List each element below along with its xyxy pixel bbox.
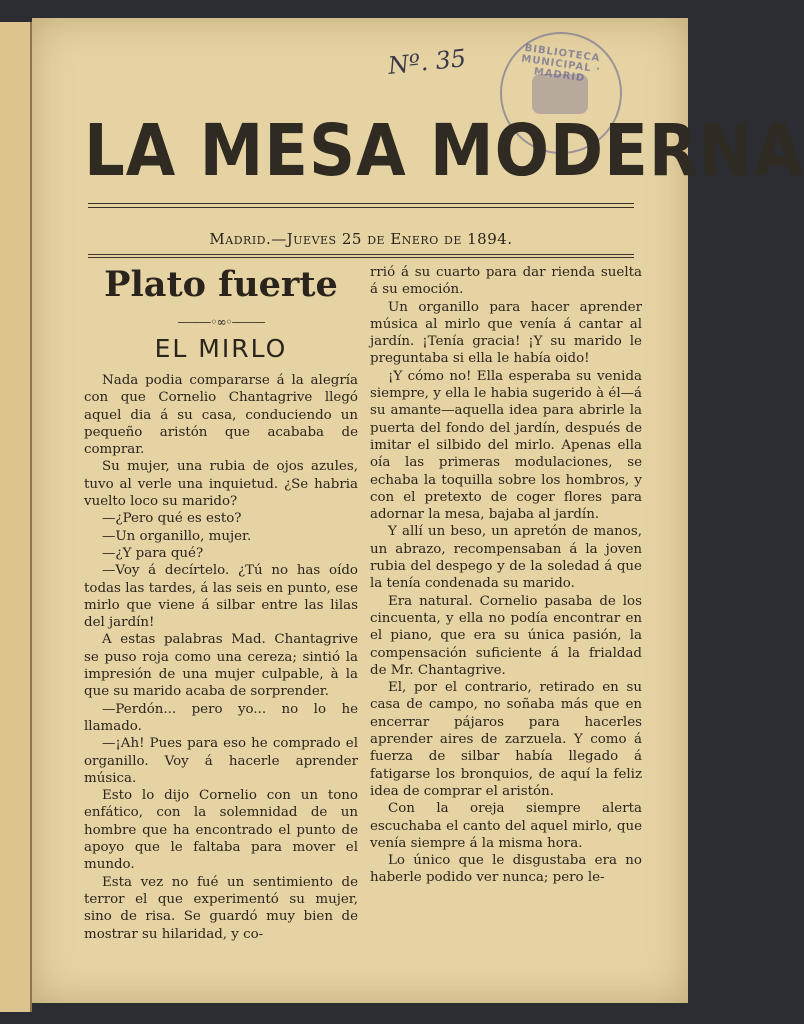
stamp-emblem-icon — [532, 74, 588, 114]
paragraph: ¡Y cómo no! Ella esperaba su venida siempre, y ella le habia sugerido à él—á su amante—aquella idea para abrirle la puerta del fondo del jardín, después de imitar el silbido del mirlo. Apenas ella oía las primeras modulaciones, se echaba la toquilla sobre los hombros, y con el pretexto de coger flores para adornar la mesa, bajaba al jardín. — [370, 368, 642, 523]
paragraph: —Voy á decírtelo. ¿Tú no has oído todas las tardes, á las seis en punto, ese mirlo que viene á silbar entre las lilas del jardín! — [84, 563, 358, 631]
paragraph: rrió á su cuarto para dar rienda suelta á su emoción. — [370, 265, 642, 298]
paragraph: Nada podia compararse á la alegría con que Cornelio Chantagrive llegó aquel dia á su casa, conduciendo un pequeño aristón que acababa de comprar. — [84, 373, 358, 458]
masthead-rule-bottom — [88, 207, 634, 208]
paragraph: —¿Y para qué? — [102, 545, 204, 561]
paragraph: Con la oreja siempre alerta escuchaba el canto del aquel mirlo, que venía siempre á la misma hora. — [370, 801, 642, 851]
newspaper-page — [32, 18, 804, 1003]
masthead: LA MESA MODERNA — [84, 110, 804, 193]
paragraph: Esto lo dijo Cornelio con un tono enfático, con la solemnidad de un hombre que ha encontrado el punto de apoyo que le faltaba para mover el mundo. — [84, 788, 358, 873]
paragraph: Lo único que le disgustaba era no haberle podido ver nunca; pero le- — [370, 853, 642, 886]
paragraph: —¿Pero qué es esto? — [102, 511, 242, 527]
title-ornament: ———◦∞◦——— — [177, 315, 265, 329]
article-subtitle: EL MIRLO — [154, 334, 288, 363]
paragraph: —¡Ah! Pues para eso he comprado el organillo. Voy á hacerle aprender música. — [84, 736, 358, 786]
masthead-rule-top — [88, 203, 634, 204]
paragraph: El, por el contrario, retirado en su casa de campo, no soñaba más que en encerrar pájaros para hacerles aprender aires de zarzuela. Y como á fuerza de silbar había llegado á fatigarse los bronquios, de aquí la feliz idea de comprar el aristón. — [370, 680, 642, 799]
paragraph: Era natural. Cornelio pasaba de los cincuenta, y ella no podía encontrar en el piano, que era su única pasión, la compensación suficiente á la frialdad de Mr. Chantagrive. — [370, 593, 642, 678]
dateline-rule-bottom — [88, 257, 634, 258]
handwritten-issue-number: Nº. 35 — [386, 43, 468, 81]
column-left — [84, 264, 358, 943]
paragraph: Y allí un beso, un apretón de manos, un abrazo, recompensaban á la joven rubia del despego y de la soledad á que la tenía condenada su marido. — [370, 524, 642, 592]
dateline-rule-top — [88, 254, 634, 255]
column-right — [370, 264, 642, 887]
article-title: Plato fuerte — [104, 264, 338, 305]
paragraph: —Perdón... pero yo... no lo he llamado. — [84, 701, 358, 734]
paragraph: Esta vez no fué un sentimiento de terror el que experimentó su mujer, sino de risa. Se guardó muy bien de mostrar su hilaridad, y co- — [84, 874, 358, 942]
paragraph: —Un organillo, mujer. — [102, 528, 252, 544]
dateline: Madrid.—Jueves 25 de Enero de 1894. — [209, 230, 513, 248]
paragraph: Un organillo para hacer aprender música al mirlo que venía á cantar al jardín. ¡Tenía gracia! ¡Y su marido le preguntaba si ella le había oido! — [370, 299, 642, 367]
stamp-text: BIBLIOTECA MUNICIPAL · MADRID — [520, 42, 602, 85]
left-page-edge — [0, 22, 32, 1012]
paragraph: Su mujer, una rubia de ojos azules, tuvo al verle una inquietud. ¿Se habria vuelto loco su marido? — [84, 459, 358, 510]
paragraph: A estas palabras Mad. Chantagrive se puso roja como una cereza; sintió la impresión de una mujer culpable, à la que su marido acaba de sorprender. — [84, 632, 358, 700]
